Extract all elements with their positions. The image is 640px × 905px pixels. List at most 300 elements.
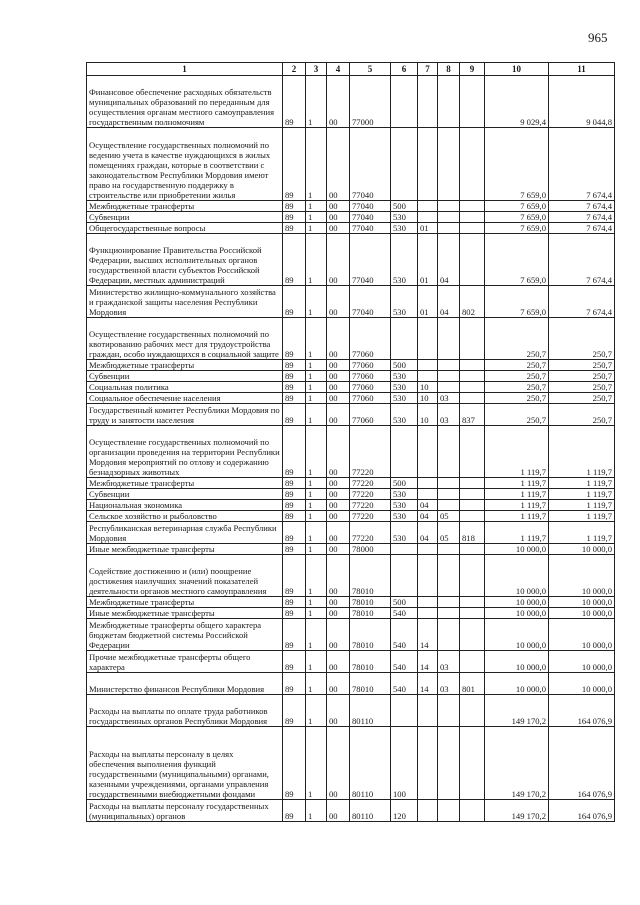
row-cell-9: 802: [460, 286, 485, 318]
row-cell-6: [391, 76, 418, 128]
row-name-cell: Расходы на выплаты персоналу государственных (муниципальных) органов: [87, 800, 283, 822]
row-cell-9: [460, 727, 485, 800]
row-name-cell: Национальная экономика: [87, 500, 283, 511]
table-row: [87, 223, 615, 234]
row-cell-2: 89: [283, 651, 306, 673]
row-cell-3: 1: [306, 318, 327, 360]
row-cell-3: 1: [306, 382, 327, 393]
table-row: [87, 234, 615, 286]
row-cell-7: [418, 608, 438, 619]
table-row: [87, 695, 615, 727]
row-name-cell: Межбюджетные трансферты: [87, 201, 283, 212]
row-cell-10: 9 029,4: [485, 76, 549, 128]
row-cell-3: 1: [306, 426, 327, 478]
table-row: [87, 371, 615, 382]
row-cell-2: 89: [283, 597, 306, 608]
table-row: [87, 651, 615, 673]
row-cell-4: 00: [327, 522, 350, 544]
row-cell-7: [418, 544, 438, 555]
row-name-cell: Функционирование Правительства Российской Федерации, высших исполнительных органов государственной власти субъектов Российской Федерации, местных администраций: [87, 234, 283, 286]
row-cell-8: 05: [438, 522, 460, 544]
row-cell-6: 530: [391, 286, 418, 318]
row-cell-7: 04: [418, 522, 438, 544]
row-cell-7: [418, 489, 438, 500]
row-cell-4: 00: [327, 286, 350, 318]
row-cell-3: 1: [306, 695, 327, 727]
row-cell-7: [418, 76, 438, 128]
row-cell-8: 03: [438, 404, 460, 426]
row-name-cell: Осуществление государственных полномочий по квотированию рабочих мест для трудоустройства граждан, особо нуждающихся в социальной защите: [87, 318, 283, 360]
row-cell-2: 89: [283, 489, 306, 500]
row-cell-5: 78010: [350, 651, 391, 673]
row-cell-8: [438, 478, 460, 489]
row-cell-3: 1: [306, 212, 327, 223]
row-cell-8: [438, 201, 460, 212]
row-cell-2: 89: [283, 500, 306, 511]
row-cell-10: 250,7: [485, 360, 549, 371]
row-cell-7: [418, 555, 438, 597]
row-cell-9: [460, 800, 485, 822]
table-row: [87, 360, 615, 371]
row-cell-8: [438, 695, 460, 727]
row-cell-10: 250,7: [485, 318, 549, 360]
row-cell-5: 77060: [350, 360, 391, 371]
row-cell-9: [460, 234, 485, 286]
row-cell-10: 250,7: [485, 371, 549, 382]
table-row: [87, 673, 615, 695]
table-row: [87, 800, 615, 822]
table-row: [87, 489, 615, 500]
row-cell-5: 78010: [350, 555, 391, 597]
row-cell-3: 1: [306, 404, 327, 426]
row-cell-3: 1: [306, 597, 327, 608]
row-cell-9: [460, 500, 485, 511]
row-cell-5: 77220: [350, 500, 391, 511]
row-cell-11: 164 076,9: [549, 695, 615, 727]
page-number: 965: [588, 30, 608, 45]
row-cell-10: 10 000,0: [485, 597, 549, 608]
row-cell-11: 1 119,7: [549, 500, 615, 511]
table-row: [87, 478, 615, 489]
row-cell-10: 250,7: [485, 382, 549, 393]
row-cell-2: 89: [283, 608, 306, 619]
row-cell-5: 80110: [350, 695, 391, 727]
row-cell-5: 78010: [350, 673, 391, 695]
row-cell-9: [460, 544, 485, 555]
row-cell-5: 77040: [350, 212, 391, 223]
row-cell-5: 77060: [350, 318, 391, 360]
row-cell-4: 00: [327, 393, 350, 404]
row-cell-10: 7 659,0: [485, 286, 549, 318]
row-cell-6: 530: [391, 404, 418, 426]
row-cell-9: 837: [460, 404, 485, 426]
row-cell-6: 530: [391, 500, 418, 511]
row-cell-11: 7 674,4: [549, 212, 615, 223]
row-cell-11: 250,7: [549, 360, 615, 371]
row-cell-7: 01: [418, 286, 438, 318]
table-row: [87, 201, 615, 212]
row-name-cell: Субвенции: [87, 212, 283, 223]
row-cell-5: 77040: [350, 286, 391, 318]
row-cell-8: 04: [438, 234, 460, 286]
row-cell-4: 00: [327, 478, 350, 489]
row-cell-8: [438, 500, 460, 511]
row-cell-8: [438, 489, 460, 500]
row-cell-6: 530: [391, 382, 418, 393]
row-cell-10: 149 170,2: [485, 800, 549, 822]
row-cell-2: 89: [283, 544, 306, 555]
row-cell-11: 10 000,0: [549, 608, 615, 619]
row-cell-8: [438, 608, 460, 619]
row-cell-7: 14: [418, 619, 438, 651]
row-cell-10: 10 000,0: [485, 555, 549, 597]
row-cell-9: [460, 511, 485, 522]
row-cell-9: [460, 608, 485, 619]
row-cell-9: [460, 695, 485, 727]
row-cell-10: 10 000,0: [485, 673, 549, 695]
row-cell-6: 530: [391, 234, 418, 286]
row-cell-11: 164 076,9: [549, 800, 615, 822]
row-cell-8: [438, 619, 460, 651]
row-cell-9: [460, 478, 485, 489]
row-cell-8: [438, 371, 460, 382]
row-cell-9: [460, 489, 485, 500]
row-cell-10: 10 000,0: [485, 608, 549, 619]
column-header-5: 5: [350, 63, 391, 76]
row-cell-10: 250,7: [485, 393, 549, 404]
row-cell-6: 530: [391, 393, 418, 404]
row-cell-4: 00: [327, 673, 350, 695]
row-name-cell: Субвенции: [87, 489, 283, 500]
row-cell-2: 89: [283, 212, 306, 223]
row-cell-7: 04: [418, 500, 438, 511]
row-cell-5: 77040: [350, 223, 391, 234]
row-cell-2: 89: [283, 234, 306, 286]
column-header-8: 8: [438, 63, 460, 76]
row-cell-7: [418, 800, 438, 822]
row-cell-7: 14: [418, 651, 438, 673]
row-cell-2: 89: [283, 371, 306, 382]
row-cell-2: 89: [283, 555, 306, 597]
row-cell-3: 1: [306, 76, 327, 128]
row-name-cell: Иные межбюджетные трансферты: [87, 608, 283, 619]
row-cell-2: 89: [283, 522, 306, 544]
row-name-cell: Расходы на выплаты по оплате труда работников государственных органов Республики Мордовия: [87, 695, 283, 727]
row-cell-9: [460, 597, 485, 608]
row-cell-2: 89: [283, 318, 306, 360]
row-cell-5: 77060: [350, 371, 391, 382]
row-cell-8: [438, 800, 460, 822]
row-name-cell: Межбюджетные трансферты: [87, 360, 283, 371]
row-cell-10: 7 659,0: [485, 201, 549, 212]
table-row: [87, 727, 615, 800]
budget-table: [86, 62, 615, 822]
row-cell-4: 00: [327, 800, 350, 822]
row-cell-11: 1 119,7: [549, 522, 615, 544]
row-cell-11: 10 000,0: [549, 544, 615, 555]
table-row: [87, 212, 615, 223]
row-name-cell: Прочие межбюджетные трансферты общего характера: [87, 651, 283, 673]
row-cell-6: 540: [391, 651, 418, 673]
row-cell-9: [460, 371, 485, 382]
row-name-cell: Республиканская ветеринарная служба Республики Мордовия: [87, 522, 283, 544]
row-cell-9: [460, 128, 485, 201]
row-name-cell: Осуществление государственных полномочий по ведению учета в качестве нуждающихся в жилых помещениях граждан, которые в соответствии с законодательством Республики Мордовия имеют право на государственную поддержку в строительстве или приобретении жилья: [87, 128, 283, 201]
row-cell-2: 89: [283, 201, 306, 212]
row-cell-7: [418, 360, 438, 371]
row-cell-11: 250,7: [549, 404, 615, 426]
row-cell-10: 149 170,2: [485, 695, 549, 727]
row-cell-6: 540: [391, 673, 418, 695]
row-cell-6: 500: [391, 360, 418, 371]
row-cell-7: [418, 597, 438, 608]
row-name-cell: Субвенции: [87, 371, 283, 382]
row-cell-4: 00: [327, 544, 350, 555]
table-row: [87, 426, 615, 478]
row-cell-8: [438, 223, 460, 234]
row-cell-2: 89: [283, 673, 306, 695]
column-header-10: 10: [485, 63, 549, 76]
row-name-cell: Межбюджетные трансферты: [87, 597, 283, 608]
row-cell-4: 00: [327, 511, 350, 522]
row-cell-9: [460, 651, 485, 673]
column-header-6: 6: [391, 63, 418, 76]
row-cell-11: 1 119,7: [549, 511, 615, 522]
row-cell-6: 120: [391, 800, 418, 822]
column-header-11: 11: [549, 63, 615, 76]
row-cell-11: 164 076,9: [549, 727, 615, 800]
row-cell-6: 530: [391, 223, 418, 234]
row-cell-5: 77060: [350, 393, 391, 404]
row-cell-8: 03: [438, 673, 460, 695]
row-cell-6: [391, 695, 418, 727]
row-cell-10: 10 000,0: [485, 651, 549, 673]
row-name-cell: Финансовое обеспечение расходных обязательств муниципальных образований по переданным для осуществления органам местного самоуправления государственным полномочиям: [87, 76, 283, 128]
row-cell-3: 1: [306, 393, 327, 404]
row-cell-4: 00: [327, 382, 350, 393]
row-cell-8: [438, 360, 460, 371]
row-cell-8: [438, 727, 460, 800]
row-cell-3: 1: [306, 727, 327, 800]
row-cell-4: 00: [327, 695, 350, 727]
row-cell-5: 77040: [350, 128, 391, 201]
row-cell-3: 1: [306, 201, 327, 212]
row-cell-7: 01: [418, 223, 438, 234]
column-header-9: 9: [460, 63, 485, 76]
row-cell-9: [460, 223, 485, 234]
row-cell-11: 1 119,7: [549, 426, 615, 478]
table-row: [87, 608, 615, 619]
row-cell-11: 250,7: [549, 318, 615, 360]
row-cell-6: [391, 555, 418, 597]
row-cell-11: 10 000,0: [549, 597, 615, 608]
row-cell-4: 00: [327, 223, 350, 234]
row-cell-11: 10 000,0: [549, 651, 615, 673]
column-header-4: 4: [327, 63, 350, 76]
row-name-cell: Расходы на выплаты персоналу в целях обеспечения выполнения функций государственными (муниципальными) органами, казенными учреждениями, органами управления государственными внебюджетными фондами: [87, 727, 283, 800]
row-cell-8: [438, 382, 460, 393]
row-cell-2: 89: [283, 76, 306, 128]
row-cell-6: 100: [391, 727, 418, 800]
row-cell-8: [438, 555, 460, 597]
row-cell-4: 00: [327, 234, 350, 286]
row-cell-2: 89: [283, 800, 306, 822]
row-cell-3: 1: [306, 371, 327, 382]
row-cell-11: 7 674,4: [549, 201, 615, 212]
row-cell-3: 1: [306, 128, 327, 201]
row-cell-5: 77220: [350, 426, 391, 478]
row-cell-10: 149 170,2: [485, 727, 549, 800]
row-name-cell: Министерство финансов Республики Мордовия: [87, 673, 283, 695]
row-cell-4: 00: [327, 555, 350, 597]
row-cell-11: 250,7: [549, 371, 615, 382]
row-cell-10: 1 119,7: [485, 522, 549, 544]
row-cell-8: [438, 597, 460, 608]
row-cell-4: 00: [327, 597, 350, 608]
row-cell-3: 1: [306, 800, 327, 822]
row-cell-11: 7 674,4: [549, 128, 615, 201]
column-header-1: 1: [87, 63, 283, 76]
row-cell-6: 530: [391, 371, 418, 382]
row-name-cell: Общегосударственные вопросы: [87, 223, 283, 234]
row-cell-5: 77220: [350, 511, 391, 522]
row-cell-5: 77220: [350, 522, 391, 544]
row-cell-3: 1: [306, 234, 327, 286]
row-cell-11: 10 000,0: [549, 555, 615, 597]
row-cell-4: 00: [327, 619, 350, 651]
row-cell-5: 80110: [350, 800, 391, 822]
row-cell-11: 10 000,0: [549, 673, 615, 695]
row-cell-9: [460, 318, 485, 360]
row-cell-7: 01: [418, 234, 438, 286]
row-cell-3: 1: [306, 478, 327, 489]
row-cell-3: 1: [306, 360, 327, 371]
row-cell-4: 00: [327, 651, 350, 673]
row-cell-3: 1: [306, 286, 327, 318]
row-cell-8: 04: [438, 286, 460, 318]
row-name-cell: Содействие достижению и (или) поощрение достижения наилучших значений показателей деятельности органов местного самоуправления: [87, 555, 283, 597]
row-cell-9: [460, 76, 485, 128]
row-name-cell: Осуществление государственных полномочий по организации проведения на территории Республики Мордовия мероприятий по отлову и содержанию безнадзорных животных: [87, 426, 283, 478]
row-cell-7: [418, 426, 438, 478]
column-header-3: 3: [306, 63, 327, 76]
table-row: [87, 404, 615, 426]
row-name-cell: Социальная политика: [87, 382, 283, 393]
row-name-cell: Иные межбюджетные трансферты: [87, 544, 283, 555]
row-cell-2: 89: [283, 619, 306, 651]
row-cell-2: 89: [283, 223, 306, 234]
row-cell-11: 1 119,7: [549, 478, 615, 489]
table-row: [87, 597, 615, 608]
row-cell-2: 89: [283, 286, 306, 318]
row-cell-5: 80110: [350, 727, 391, 800]
row-cell-6: 540: [391, 608, 418, 619]
table-row: [87, 544, 615, 555]
row-cell-7: 10: [418, 393, 438, 404]
row-cell-6: [391, 426, 418, 478]
row-cell-2: 89: [283, 382, 306, 393]
row-cell-8: [438, 426, 460, 478]
row-name-cell: Межбюджетные трансферты общего характера бюджетам бюджетной системы Российской Федерации: [87, 619, 283, 651]
row-cell-2: 89: [283, 128, 306, 201]
row-cell-10: 10 000,0: [485, 619, 549, 651]
row-cell-7: 14: [418, 673, 438, 695]
row-cell-5: 77040: [350, 234, 391, 286]
row-cell-4: 00: [327, 608, 350, 619]
row-cell-5: 77040: [350, 201, 391, 212]
row-cell-6: [391, 544, 418, 555]
row-cell-2: 89: [283, 695, 306, 727]
row-cell-8: [438, 76, 460, 128]
table-row: [87, 500, 615, 511]
row-cell-5: 78010: [350, 608, 391, 619]
row-cell-11: 7 674,4: [549, 286, 615, 318]
row-cell-4: 00: [327, 500, 350, 511]
row-cell-9: 818: [460, 522, 485, 544]
row-cell-10: 10 000,0: [485, 544, 549, 555]
row-cell-10: 7 659,0: [485, 234, 549, 286]
row-cell-11: 9 044,8: [549, 76, 615, 128]
row-cell-9: [460, 555, 485, 597]
row-cell-9: [460, 360, 485, 371]
row-cell-4: 00: [327, 201, 350, 212]
table-row: [87, 76, 615, 128]
row-cell-9: 801: [460, 673, 485, 695]
row-cell-9: [460, 426, 485, 478]
row-cell-3: 1: [306, 673, 327, 695]
row-cell-5: 77060: [350, 404, 391, 426]
row-cell-6: 530: [391, 511, 418, 522]
row-cell-5: 78000: [350, 544, 391, 555]
row-cell-4: 00: [327, 727, 350, 800]
row-cell-7: [418, 128, 438, 201]
row-name-cell: Межбюджетные трансферты: [87, 478, 283, 489]
row-cell-2: 89: [283, 727, 306, 800]
table-row: [87, 511, 615, 522]
table-row: [87, 619, 615, 651]
row-cell-2: 89: [283, 393, 306, 404]
row-cell-4: 00: [327, 76, 350, 128]
row-cell-5: 77060: [350, 382, 391, 393]
row-cell-3: 1: [306, 651, 327, 673]
row-cell-8: [438, 544, 460, 555]
row-cell-8: [438, 212, 460, 223]
row-cell-5: 77000: [350, 76, 391, 128]
row-cell-9: [460, 382, 485, 393]
row-cell-4: 00: [327, 212, 350, 223]
row-cell-10: 1 119,7: [485, 426, 549, 478]
row-cell-3: 1: [306, 489, 327, 500]
row-cell-8: 03: [438, 651, 460, 673]
row-cell-3: 1: [306, 555, 327, 597]
row-name-cell: Министерство жилищно-коммунального хозяйства и гражданской защиты населения Республики Мордовия: [87, 286, 283, 318]
row-cell-10: 7 659,0: [485, 223, 549, 234]
row-cell-4: 00: [327, 489, 350, 500]
row-cell-4: 00: [327, 128, 350, 201]
row-cell-7: [418, 727, 438, 800]
row-cell-2: 89: [283, 478, 306, 489]
row-cell-6: 500: [391, 597, 418, 608]
row-cell-8: 03: [438, 393, 460, 404]
row-cell-10: 7 659,0: [485, 128, 549, 201]
table-row: [87, 318, 615, 360]
row-cell-9: [460, 201, 485, 212]
row-cell-3: 1: [306, 619, 327, 651]
row-cell-3: 1: [306, 511, 327, 522]
row-cell-3: 1: [306, 608, 327, 619]
row-cell-7: [418, 212, 438, 223]
row-cell-6: 500: [391, 478, 418, 489]
